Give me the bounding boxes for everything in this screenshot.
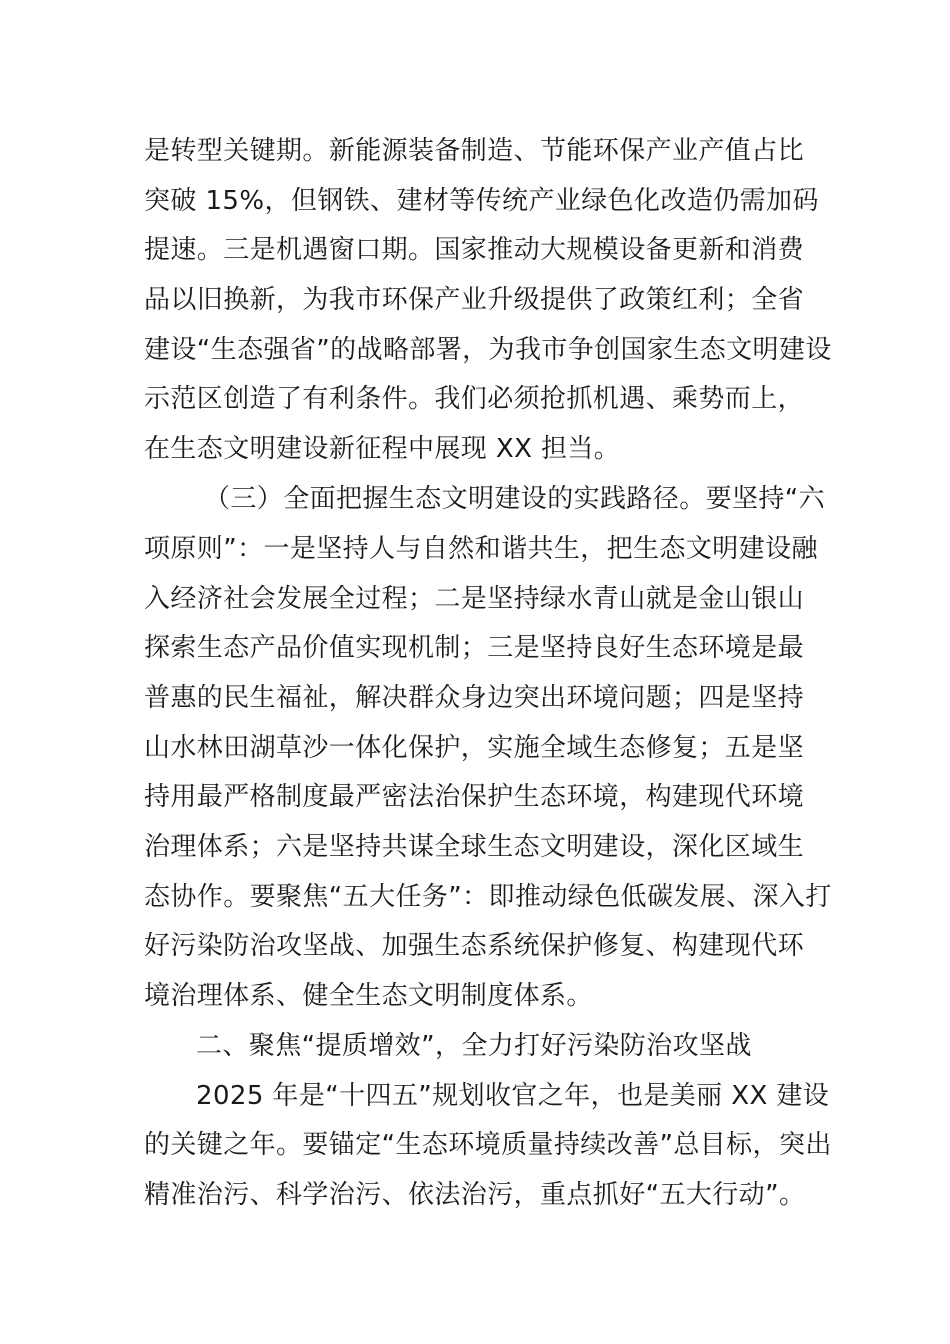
text-line: 态协作。要聚焦“五大任务”：即推动绿色低碳发展、深入打 [144,882,832,912]
text-line: 是转型关键期。新能源装备制造、节能环保产业产值占比 [144,136,805,166]
section-heading-line: （三）全面把握生态文明建设的实践路径。要坚持“六 [204,484,826,514]
text-line: 境治理体系、健全生态文明制度体系。 [144,981,593,1011]
text-line: 精准治污、科学治污、依法治污，重点抓好“五大行动”。 [144,1180,806,1210]
text-line: 项原则”：一是坚持人与自然和谐共生，把生态文明建设融 [144,534,818,564]
text-line: 持用最严格制度最严密法治保护生态环境，构建现代环境 [144,782,805,812]
text-line: 探索生态产品价值实现机制；三是坚持良好生态环境是最 [144,633,805,663]
text-line: 品以旧换新，为我市环保产业升级提供了政策红利；全省 [144,285,805,315]
text-line: 突破 15%，但钢铁、建材等传统产业绿色化改造仍需加码 [144,186,819,216]
text-line: 提速。三是机遇窗口期。国家推动大规模设备更新和消费 [144,235,805,265]
text-line: 好污染防治攻坚战、加强生态系统保护修复、构建现代环 [144,931,805,961]
text-line: 建设“生态强省”的战略部署，为我市争创国家生态文明建设 [144,335,832,365]
text-line: 入经济社会发展全过程；二是坚持绿水青山就是金山银山 [144,584,805,614]
text-line: 在生态文明建设新征程中展现 XX 担当。 [144,434,621,464]
text-line: 示范区创造了有利条件。我们必须抢抓机遇、乘势而上， [144,384,805,414]
text-line: 2025 年是“十四五”规划收官之年，也是美丽 XX 建设 [196,1081,830,1111]
text-line: 山水林田湖草沙一体化保护，实施全域生态修复；五是坚 [144,733,805,763]
text-line: 的关键之年。要锚定“生态环境质量持续改善”总目标，突出 [144,1130,832,1160]
text-line: 普惠的民生福祉，解决群众身边突出环境问题；四是坚持 [144,683,805,713]
text-line: 治理体系；六是坚持共谋全球生态文明建设，深化区域生 [144,832,805,862]
chapter-heading: 二、聚焦“提质增效”，全力打好污染防治攻坚战 [196,1031,752,1061]
